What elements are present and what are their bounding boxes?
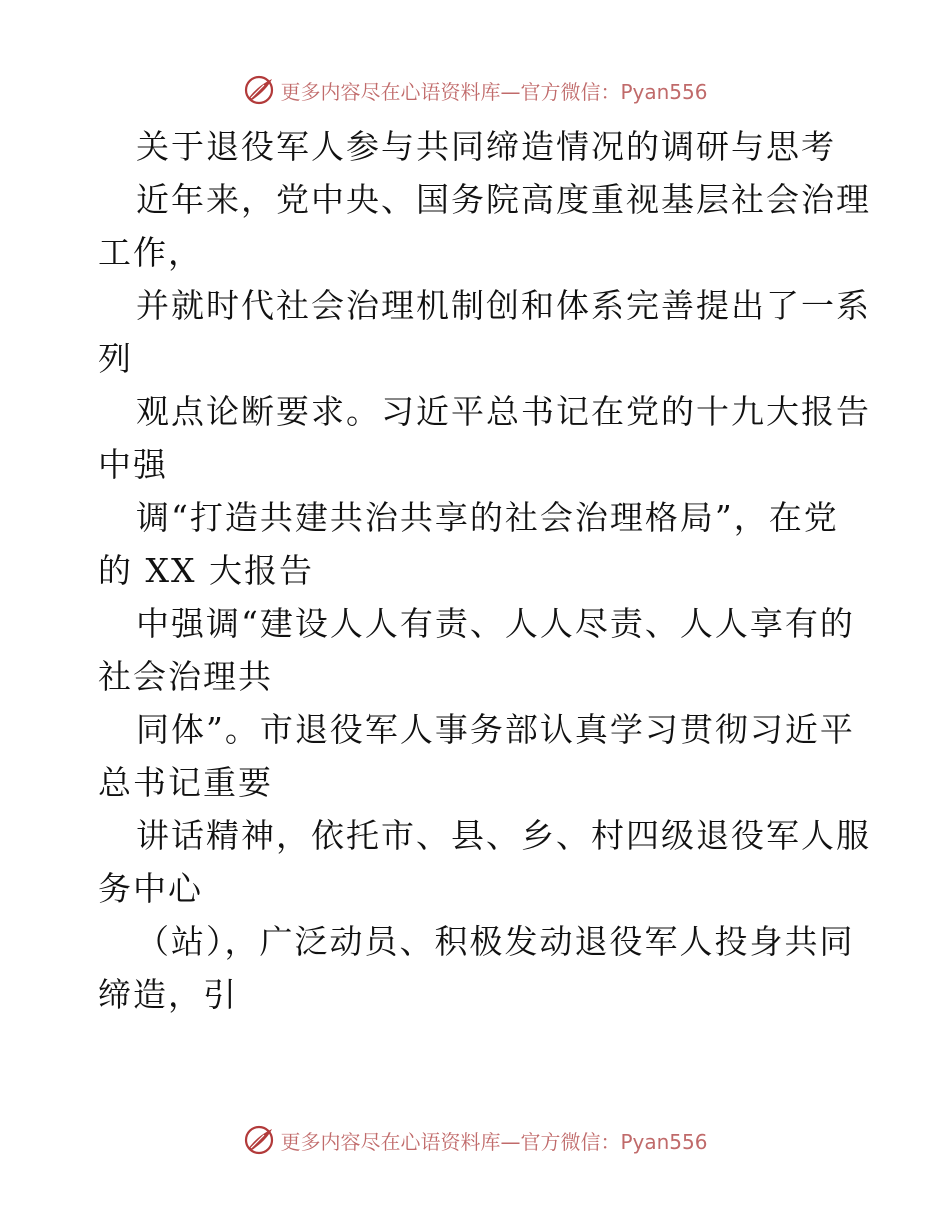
quill-logo-icon [242, 1123, 276, 1157]
text-line: （站），广泛动员、积极发动退役军人投身共同 [136, 922, 855, 961]
quill-logo-icon [242, 73, 276, 107]
text-line: 调“打造共建共治共享的社会治理格局”，在党 [136, 498, 839, 537]
document-title: 关于退役军人参与共同缔造情况的调研与思考 [136, 127, 836, 166]
watermark-footer [0, 1120, 950, 1160]
watermark-text: 更多内容尽在心语资料库—官方微信：Pyan556 [280, 1129, 708, 1154]
text-line: 务中心 [98, 869, 203, 908]
text-line: 观点论断要求。习近平总书记在党的十九大报告 [136, 392, 871, 431]
text-line: 缔造，引 [98, 975, 238, 1014]
text-line: 同体”。市退役军人事务部认真学习贯彻习近平 [136, 710, 855, 749]
document-body [98, 120, 871, 1021]
text-line: 列 [98, 339, 133, 378]
text-line: 社会治理共 [98, 657, 273, 696]
text-line: 总书记重要 [98, 763, 273, 802]
text-line: 近年来，党中央、国务院高度重视基层社会治理 [136, 180, 871, 219]
text-line: 工作， [98, 233, 203, 272]
text-line: 并就时代社会治理机制创和体系完善提出了一系 [136, 286, 871, 325]
text-line: 中强调“建设人人有责、人人尽责、人人享有的 [136, 604, 855, 643]
text-line: 中强 [98, 445, 168, 484]
watermark-text: 更多内容尽在心语资料库—官方微信：Pyan556 [280, 79, 708, 104]
text-line: 讲话精神，依托市、县、乡、村四级退役军人服 [136, 816, 871, 855]
text-line: 的 XX 大报告 [98, 551, 314, 590]
watermark-header [0, 70, 950, 110]
